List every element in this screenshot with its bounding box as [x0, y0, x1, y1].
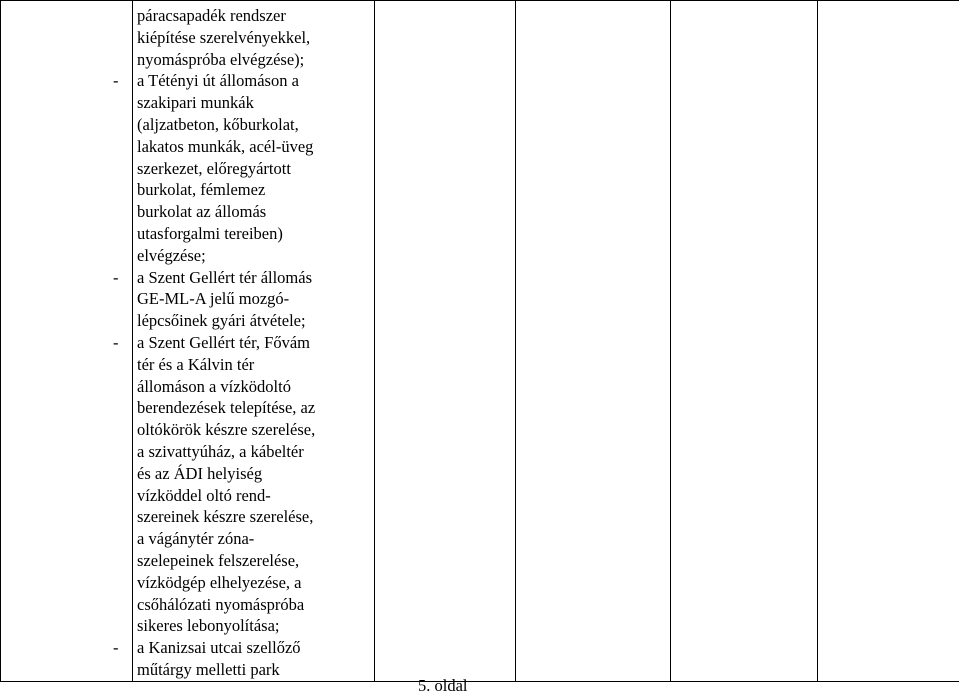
line-text: szereinek készre szerelése, [137, 507, 313, 526]
text-line [109, 158, 374, 180]
line-text: a szivattyúház, a kábeltér [137, 442, 304, 461]
text-line [109, 485, 374, 507]
table-cell-empty-3 [671, 1, 818, 682]
line-text: és az ÁDI helyiség [137, 464, 262, 483]
line-text: burkolat, fémlemez [137, 180, 265, 199]
list-dash: - [113, 332, 119, 354]
line-text: GE-ML-A jelű mozgó- [137, 289, 289, 308]
line-text: elvégzése; [137, 246, 206, 265]
line-text: kiépítése szerelvényekkel, [137, 28, 310, 47]
text-line [109, 637, 374, 659]
text-line [109, 441, 374, 463]
text-line [109, 49, 374, 71]
text-line [109, 5, 374, 27]
text-line [109, 659, 374, 681]
line-text: (aljzatbeton, kőburkolat, [137, 115, 299, 134]
text-line [109, 201, 374, 223]
text-line [109, 245, 374, 267]
line-text: berendezések telepítése, az [137, 398, 315, 417]
text-line [109, 310, 374, 332]
line-text: sikeres lebonyolítása; [137, 616, 280, 635]
line-text: burkolat az állomás [137, 202, 266, 221]
text-line [109, 288, 374, 310]
page-number: 5. oldal [418, 676, 468, 696]
list-dash: - [113, 267, 119, 289]
line-text: vízköddel oltó rend- [137, 486, 271, 505]
line-text: a Kanizsai utcai szellőző [137, 638, 301, 657]
table-row [1, 1, 959, 682]
text-line [109, 506, 374, 528]
line-text: a Szent Gellért tér állomás [137, 268, 312, 287]
text-line [109, 70, 374, 92]
line-text: páracsapadék rendszer [137, 6, 286, 25]
list-dash: - [113, 70, 119, 92]
line-text: szelepeinek felszerelése, [137, 551, 299, 570]
description-text [133, 5, 374, 681]
text-line [109, 376, 374, 398]
text-line [109, 223, 374, 245]
line-text: tér és a Kálvin tér [137, 355, 254, 374]
line-text: műtárgy melletti park [137, 660, 280, 679]
text-line [109, 594, 374, 616]
line-text: utasforgalmi tereiben) [137, 224, 283, 243]
line-text: vízködgép elhelyezése, a [137, 573, 301, 592]
text-line [109, 419, 374, 441]
line-text: a Szent Gellért tér, Fővám [137, 333, 310, 352]
text-line [109, 136, 374, 158]
text-line [109, 92, 374, 114]
list-dash: - [113, 637, 119, 659]
text-line [109, 528, 374, 550]
line-text: oltókörök készre szerelése, [137, 420, 315, 439]
line-text: a vágánytér zóna- [137, 529, 254, 548]
line-text: csőhálózati nyomáspróba [137, 595, 304, 614]
table-cell-empty-1 [375, 1, 516, 682]
text-line [109, 27, 374, 49]
text-line [109, 332, 374, 354]
text-line [109, 463, 374, 485]
text-line [109, 550, 374, 572]
line-text: lépcsőinek gyári átvétele; [137, 311, 306, 330]
text-line [109, 354, 374, 376]
text-line [109, 615, 374, 637]
table-cell-description [133, 1, 375, 682]
table-cell-empty-4 [818, 1, 959, 682]
line-text: szakipari munkák [137, 93, 254, 112]
line-text: állomáson a vízködoltó [137, 377, 291, 396]
text-line [109, 267, 374, 289]
text-line [109, 572, 374, 594]
line-text: a Tétényi út állomáson a [137, 71, 299, 90]
line-text: szerkezet, előregyártott [137, 159, 291, 178]
line-text: lakatos munkák, acél-üveg [137, 137, 313, 156]
line-text: nyomáspróba elvégzése); [137, 50, 304, 69]
text-line [109, 114, 374, 136]
text-line [109, 179, 374, 201]
table-cell-empty-2 [516, 1, 671, 682]
text-line [109, 397, 374, 419]
